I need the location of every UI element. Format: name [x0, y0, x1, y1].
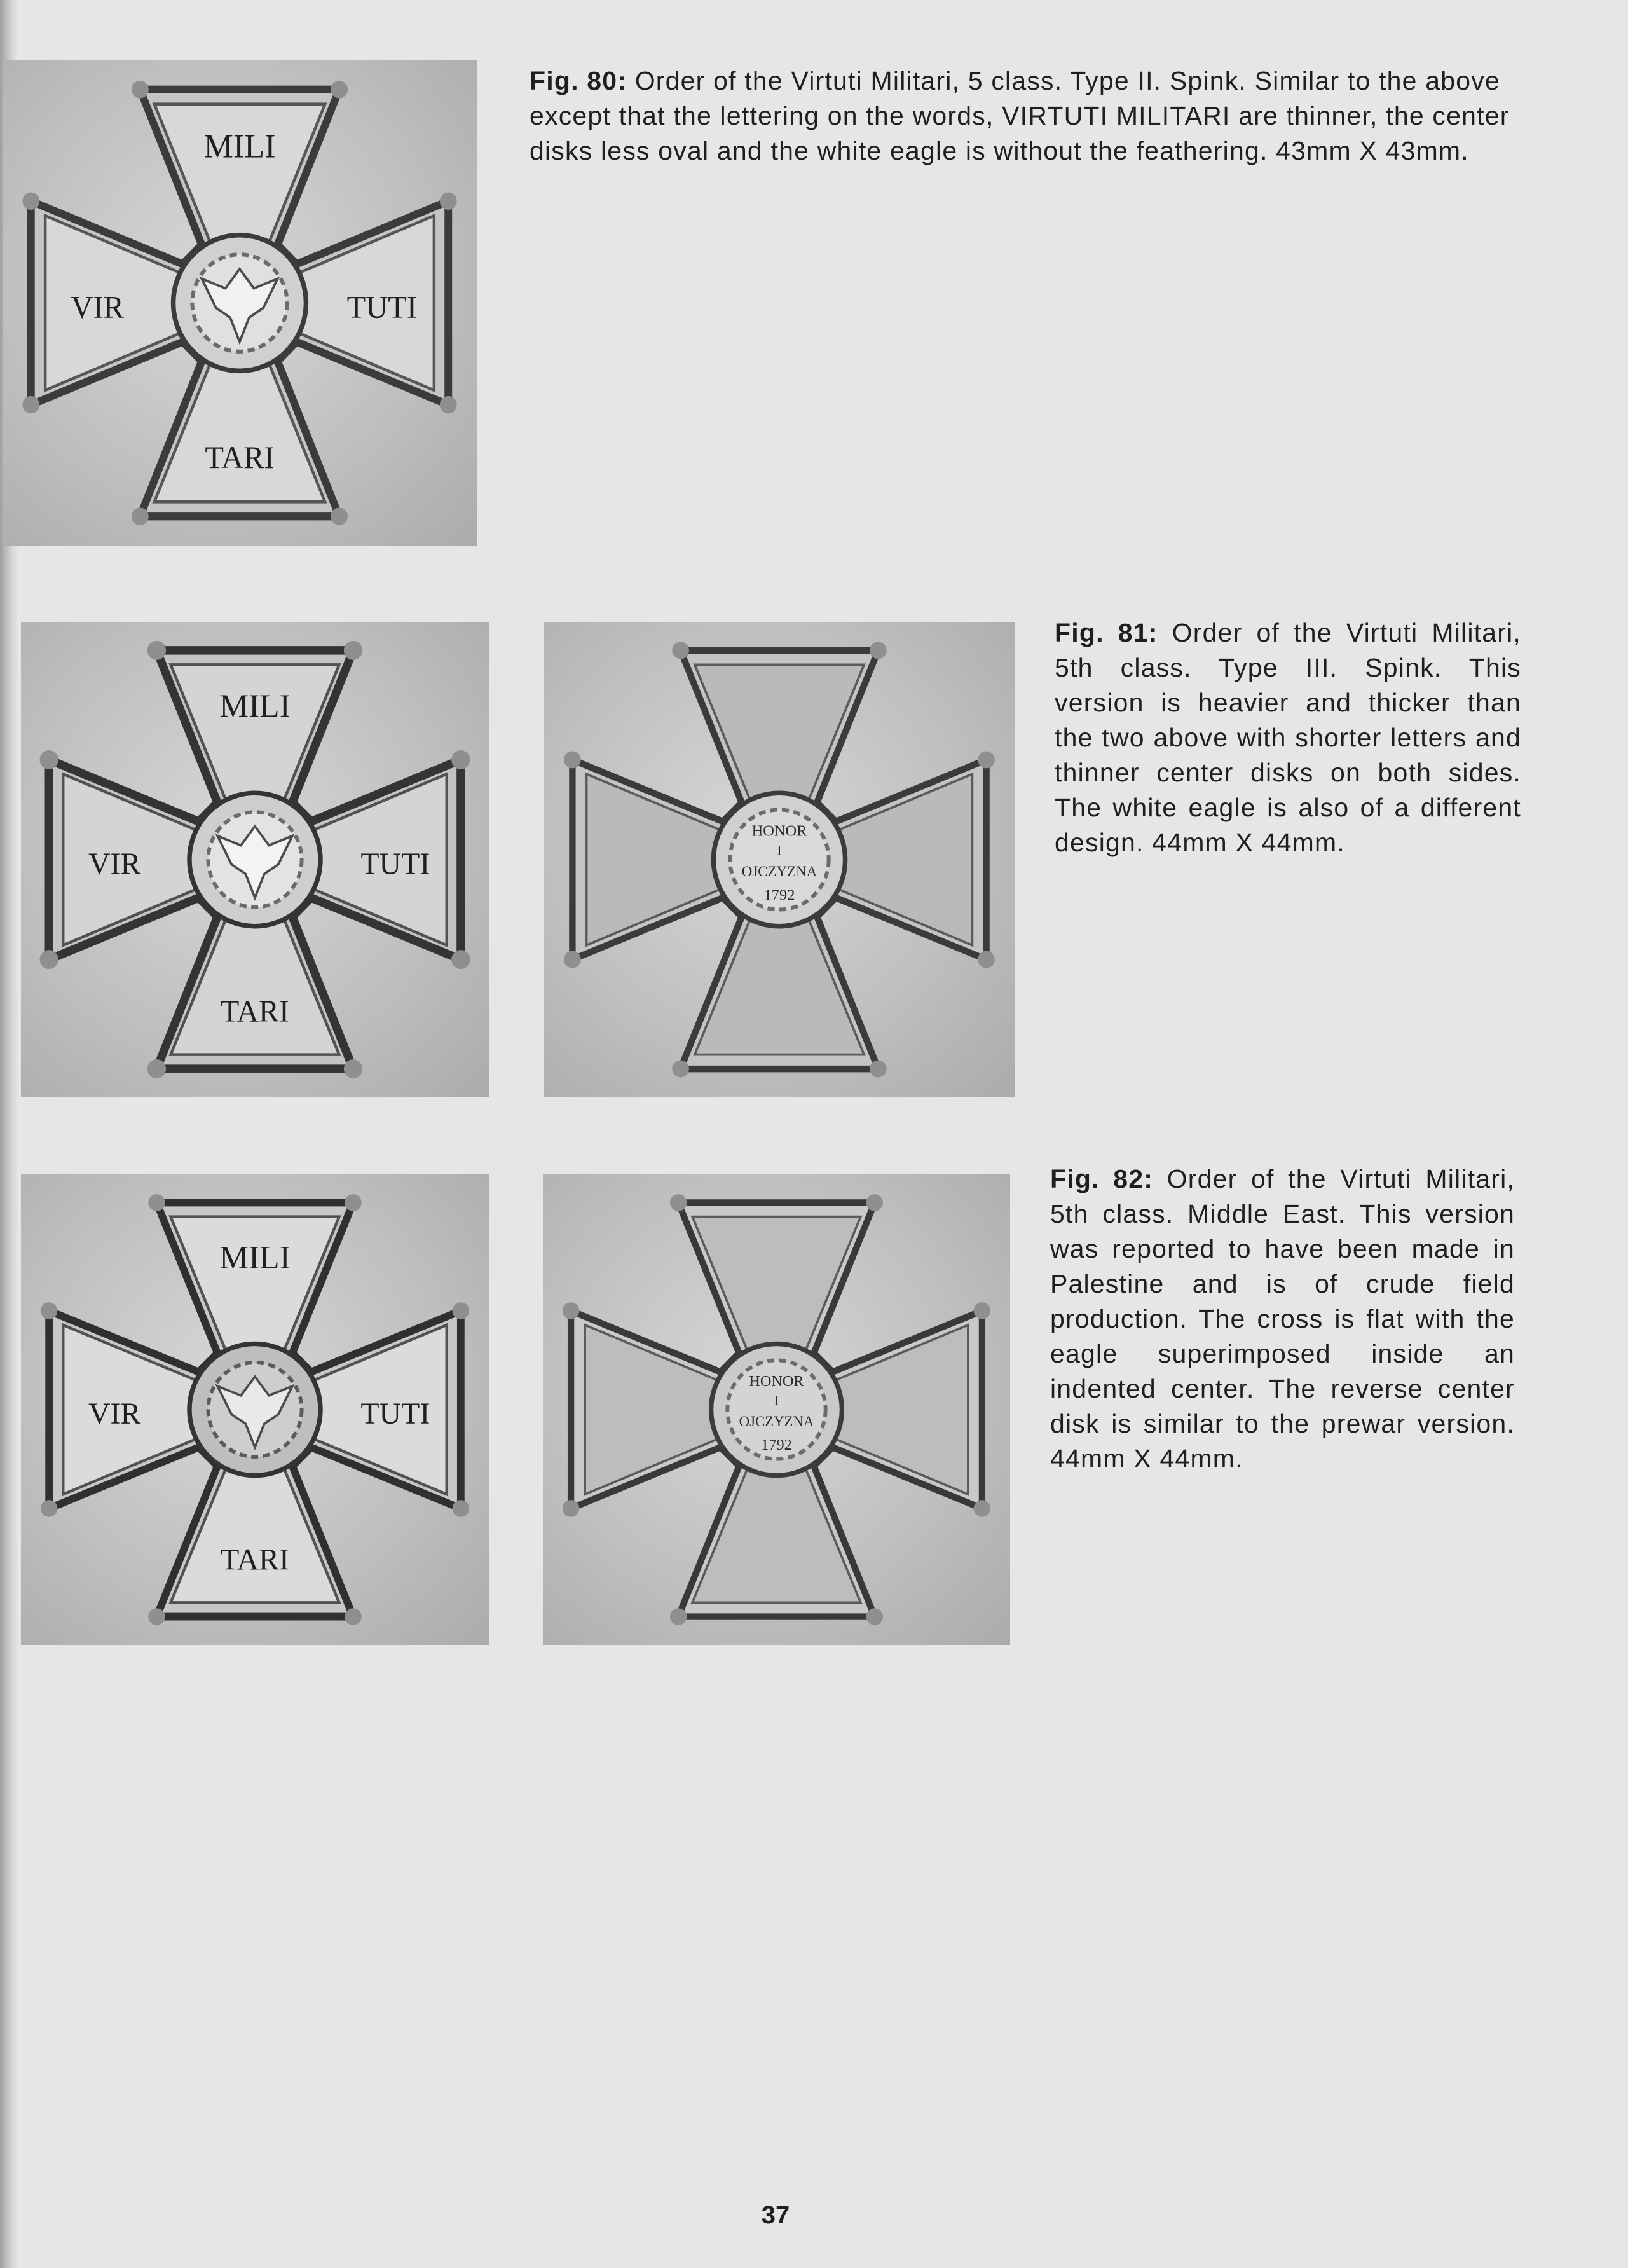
cross-medal-icon: [21, 622, 489, 1097]
arm-text-bottom: TARI: [221, 994, 289, 1029]
fig80-obverse-photo: [3, 60, 477, 546]
fig82-label: Fig. 82:: [1050, 1164, 1154, 1193]
arm-text-bottom: TARI: [205, 439, 275, 476]
cross-medal-icon: [543, 1174, 1010, 1645]
fig81-text: Order of the Virtuti Militari, 5th class. Type III. Spink. This version is heavier and thicker than the two above with shorter letters and thinner center disks on both sides. The white eagle is also of a different design. 44mm X 44mm.: [1055, 618, 1521, 857]
arm-text-right: TUTI: [346, 289, 417, 325]
reverse-text-line3: OJCZYZNA: [739, 1413, 814, 1429]
arm-text-top: MILI: [219, 1239, 291, 1277]
cross-medal-icon: [3, 60, 477, 546]
reverse-text-line1: HONOR: [749, 1372, 804, 1391]
reverse-text-line2: I: [774, 1392, 779, 1408]
arm-text-left: VIR: [88, 1397, 141, 1431]
arm-text-bottom: TARI: [221, 1543, 289, 1577]
arm-text-top: MILI: [203, 128, 276, 165]
fig80-label: Fig. 80:: [530, 66, 627, 95]
reverse-text-line4: 1792: [761, 1436, 792, 1454]
fig81-reverse-photo: [544, 622, 1015, 1097]
arm-text-left: VIR: [71, 289, 124, 325]
fig82-text: Order of the Virtuti Militari, 5th class. Middle East. This version was reported to have been made in Palestine and is of crude field production. The cross is flat with the eagle superimposed inside an indented center. The reverse center disk is similar to the prewar version. 44mm X 44mm.: [1050, 1164, 1515, 1473]
page-number: 37: [761, 2201, 790, 2229]
fig82-reverse-photo: [543, 1174, 1010, 1645]
fig82-caption: [1050, 1162, 1515, 1476]
reverse-text-line3: OJCZYZNA: [741, 863, 817, 880]
arm-text-left: VIR: [88, 847, 141, 881]
fig81-obverse-photo: [21, 622, 489, 1097]
reverse-text-line2: I: [777, 842, 782, 858]
fig82-obverse-photo: [21, 1174, 489, 1645]
cross-medal-icon: [544, 622, 1015, 1097]
fig80-caption: [530, 64, 1529, 168]
arm-text-right: TUTI: [360, 847, 430, 881]
reverse-text-line1: HONOR: [751, 822, 807, 840]
fig80-text: Order of the Virtuti Militari, 5 class. Type II. Spink. Similar to the above except that the lettering on the words, VIRTUTI MILITARI are thinner, the center disks less oval and the white eagle is without the feathering. 43mm X 43mm.: [530, 66, 1510, 165]
arm-text-top: MILI: [219, 688, 291, 725]
fig81-label: Fig. 81:: [1055, 618, 1158, 647]
cross-medal-icon: [21, 1174, 489, 1645]
arm-text-right: TUTI: [360, 1397, 430, 1431]
reverse-text-line4: 1792: [763, 886, 795, 904]
fig81-caption: [1055, 615, 1521, 860]
